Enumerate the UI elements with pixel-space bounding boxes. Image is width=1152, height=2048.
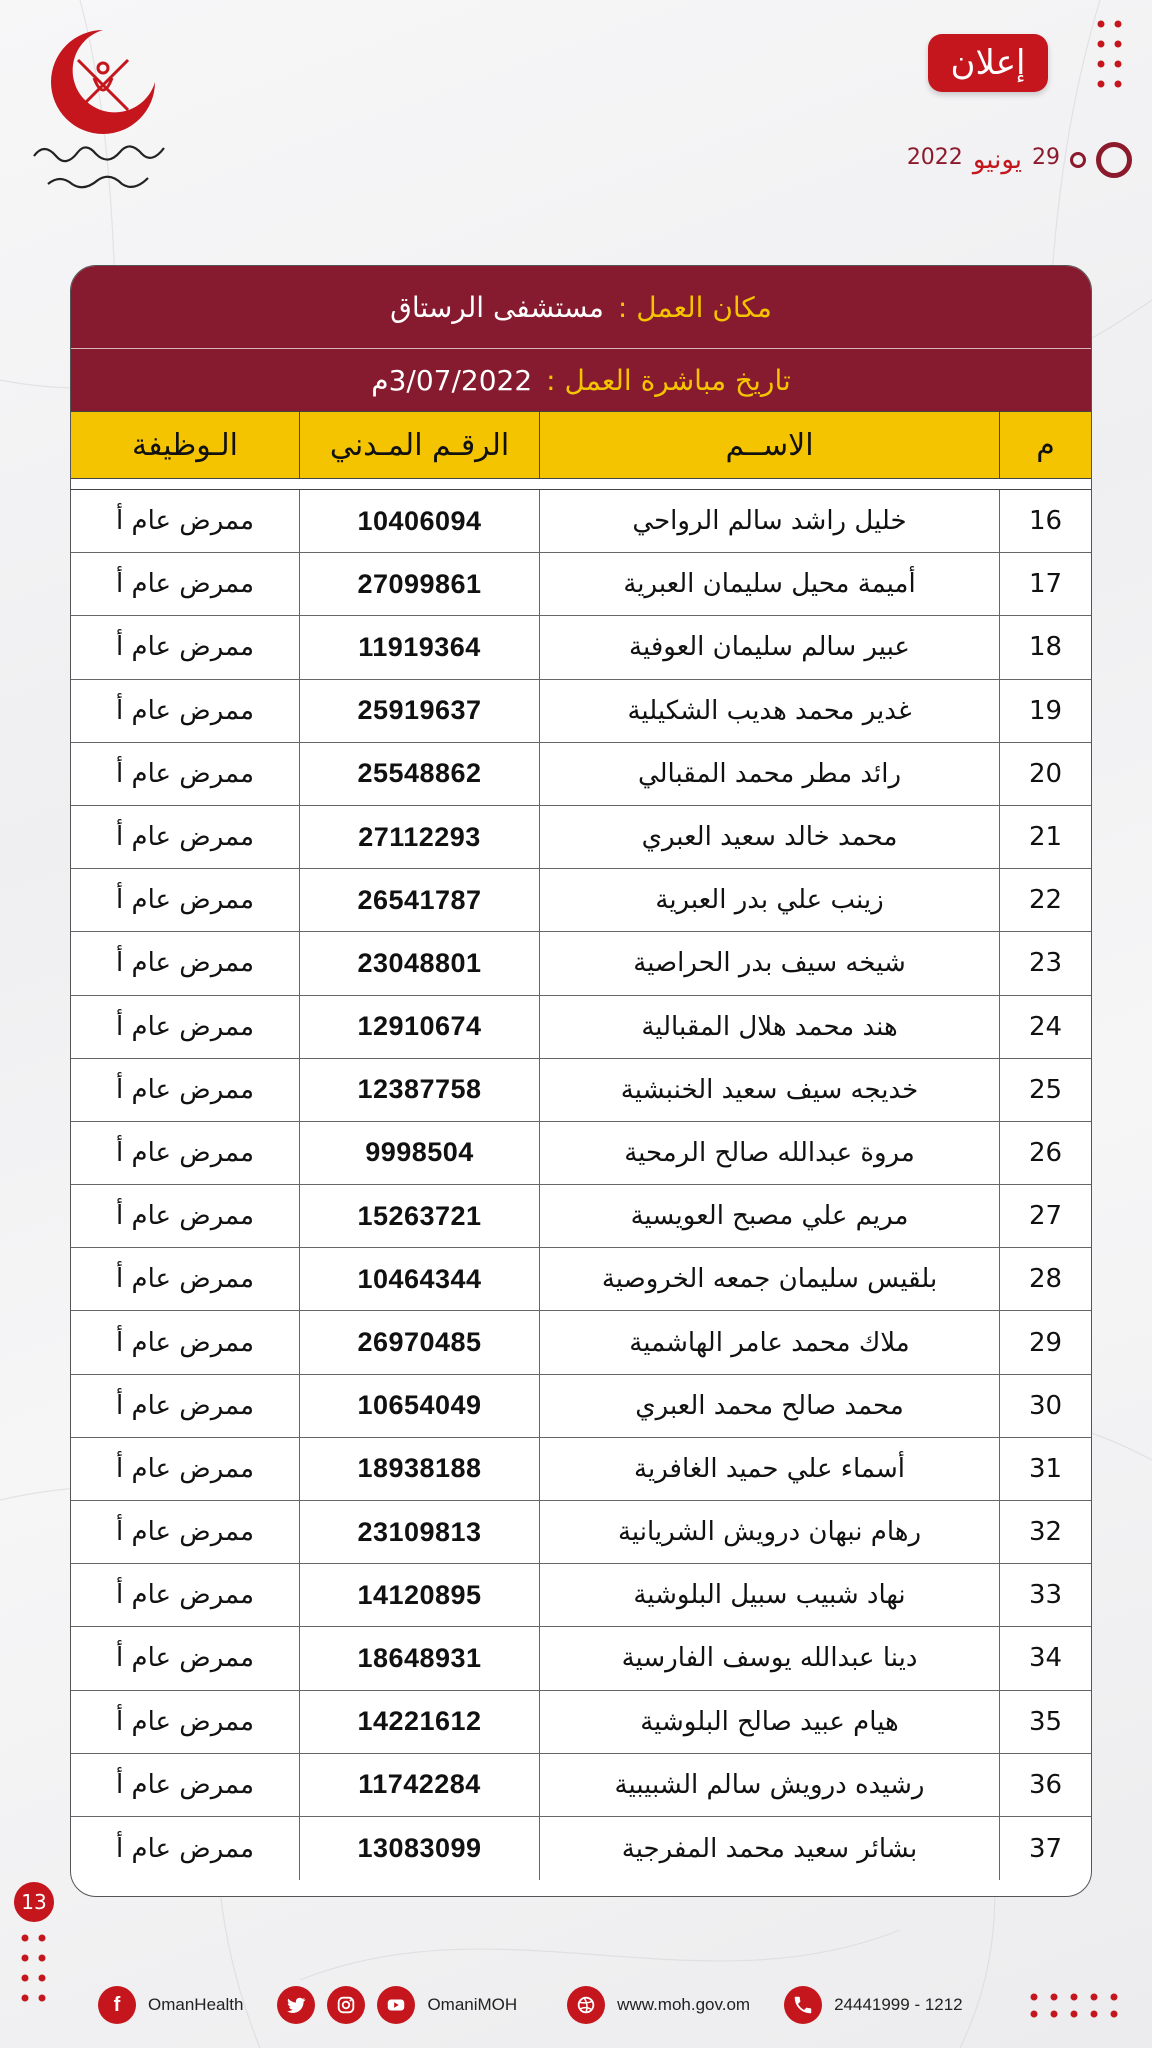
contact-footer xyxy=(98,1982,963,2028)
row-number: 33 xyxy=(999,1564,1091,1626)
employee-name: هند محمد هلال المقبالية xyxy=(539,996,999,1058)
job-title: ممرض عام أ xyxy=(115,1769,255,1800)
row-number: 16 xyxy=(999,490,1091,552)
civil-id: 18938188 xyxy=(299,1438,539,1500)
table-row xyxy=(71,1817,1091,1880)
employee-name: محمد خالد سعيد العبري xyxy=(539,806,999,868)
civil-id: 14221612 xyxy=(299,1691,539,1753)
employee-name: محمد صالح محمد العبري xyxy=(539,1375,999,1437)
row-number: 26 xyxy=(999,1122,1091,1184)
date-month: يونيو xyxy=(972,145,1022,175)
facebook-handle[interactable]: OmanHealth xyxy=(148,1995,244,2014)
announcement-date xyxy=(907,140,1132,180)
row-number: 37 xyxy=(999,1817,1091,1880)
employee-name: رشيده درويش سالم الشبيبية xyxy=(539,1754,999,1816)
civil-id: 11919364 xyxy=(299,616,539,678)
job-title: ممرض عام أ xyxy=(115,569,255,600)
employee-name: عبير سالم سليمان العوفية xyxy=(539,616,999,678)
ministry-logo xyxy=(28,24,178,204)
table-row xyxy=(71,743,1091,806)
employee-table-panel xyxy=(70,265,1092,1897)
job-title: ممرض عام أ xyxy=(115,1074,255,1105)
decorative-dots-top-right xyxy=(1096,18,1124,118)
civil-id: 27099861 xyxy=(299,553,539,615)
employee-name: بلقيس سليمان جمعه الخروصية xyxy=(539,1248,999,1310)
row-number: 22 xyxy=(999,869,1091,931)
column-header-number: م xyxy=(999,412,1091,478)
employee-name: غدير محمد هديب الشكيلية xyxy=(539,680,999,742)
table-row xyxy=(71,1564,1091,1627)
date-year: 2022 xyxy=(906,145,963,170)
job-title: ممرض عام أ xyxy=(115,1390,255,1421)
civil-id: 25548862 xyxy=(299,743,539,805)
phone-icon[interactable] xyxy=(784,1986,822,2024)
civil-id: 26970485 xyxy=(299,1311,539,1373)
ring-large-icon xyxy=(1096,142,1132,178)
row-number: 24 xyxy=(999,996,1091,1058)
row-number: 27 xyxy=(999,1185,1091,1247)
table-row xyxy=(71,1627,1091,1690)
table-row xyxy=(71,616,1091,679)
job-title: ممرض عام أ xyxy=(115,885,255,916)
website-link[interactable]: www.moh.gov.om xyxy=(617,1995,751,2014)
civil-id: 23048801 xyxy=(299,932,539,994)
row-number: 18 xyxy=(999,616,1091,678)
start-date-label: تاريخ مباشرة العمل : xyxy=(546,363,791,397)
table-row xyxy=(71,932,1091,995)
job-title: ممرض عام أ xyxy=(115,1264,255,1295)
civil-id: 10464344 xyxy=(299,1248,539,1310)
row-number: 20 xyxy=(999,743,1091,805)
row-number: 21 xyxy=(999,806,1091,868)
table-row xyxy=(71,680,1091,743)
employee-name: مروة عبدالله صالح الرمحية xyxy=(539,1122,999,1184)
table-row xyxy=(71,490,1091,553)
job-title: ممرض عام أ xyxy=(115,1453,255,1484)
page-number: 13 xyxy=(21,1890,47,1914)
table-row xyxy=(71,1375,1091,1438)
column-header-civil-id: الرقـم المـدني xyxy=(299,412,539,478)
employee-name: نهاد شبيب سبيل البلوشية xyxy=(539,1564,999,1626)
table-row xyxy=(71,996,1091,1059)
employee-name: هيام عبيد صالح البلوشية xyxy=(539,1691,999,1753)
job-title: ممرض عام أ xyxy=(115,948,255,979)
row-number: 28 xyxy=(999,1248,1091,1310)
civil-id: 15263721 xyxy=(299,1185,539,1247)
row-number: 34 xyxy=(999,1627,1091,1689)
youtube-icon[interactable] xyxy=(377,1986,415,2024)
job-title: ممرض عام أ xyxy=(115,1643,255,1674)
row-number: 35 xyxy=(999,1691,1091,1753)
phone-number[interactable]: 24441999 - 1212 xyxy=(834,1995,963,2014)
facebook-icon[interactable]: f xyxy=(98,1986,136,2024)
start-date-value: 3/07/2022م xyxy=(371,363,533,397)
civil-id: 23109813 xyxy=(299,1501,539,1563)
table-row xyxy=(71,1185,1091,1248)
employee-name: زينب علي بدر العبرية xyxy=(539,869,999,931)
civil-id: 9998504 xyxy=(299,1122,539,1184)
table-row xyxy=(71,869,1091,932)
civil-id: 11742284 xyxy=(299,1754,539,1816)
column-header-name: الاســم xyxy=(539,412,999,478)
civil-id: 13083099 xyxy=(299,1817,539,1880)
table-row xyxy=(71,1122,1091,1185)
table-body xyxy=(71,490,1091,1880)
table-row xyxy=(71,1311,1091,1374)
employee-name: رائد مطر محمد المقبالي xyxy=(539,743,999,805)
workplace-label: مكان العمل : xyxy=(617,290,772,324)
table-column-headers xyxy=(71,411,1091,479)
decorative-dots-bottom-right xyxy=(1028,1992,1128,2020)
job-title: ممرض عام أ xyxy=(115,506,255,537)
row-number: 29 xyxy=(999,1311,1091,1373)
page-number-badge xyxy=(14,1882,54,1922)
employee-name: مريم علي مصبح العويسية xyxy=(539,1185,999,1247)
ring-small-icon xyxy=(1070,152,1086,168)
table-row xyxy=(71,1691,1091,1754)
civil-id: 10406094 xyxy=(299,490,539,552)
civil-id: 26541787 xyxy=(299,869,539,931)
row-number: 23 xyxy=(999,932,1091,994)
row-number: 17 xyxy=(999,553,1091,615)
instagram-icon[interactable] xyxy=(327,1986,365,2024)
civil-id: 18648931 xyxy=(299,1627,539,1689)
civil-id: 12910674 xyxy=(299,996,539,1058)
date-text xyxy=(907,145,1060,175)
job-title: ممرض عام أ xyxy=(115,1011,255,1042)
civil-id: 25919637 xyxy=(299,680,539,742)
row-number: 25 xyxy=(999,1059,1091,1121)
table-row xyxy=(71,553,1091,616)
job-title: ممرض عام أ xyxy=(115,1580,255,1611)
job-title: ممرض عام أ xyxy=(115,758,255,789)
decorative-dots-bottom-left xyxy=(20,1932,48,2022)
social-handle[interactable]: OmaniMOH xyxy=(427,1995,518,2014)
civil-id: 27112293 xyxy=(299,806,539,868)
civil-id: 10654049 xyxy=(299,1375,539,1437)
employee-name: رهام نبهان درويش الشريانية xyxy=(539,1501,999,1563)
globe-icon[interactable] xyxy=(567,1986,605,2024)
row-number: 19 xyxy=(999,680,1091,742)
job-title: ممرض عام أ xyxy=(115,1833,255,1864)
table-row xyxy=(71,1501,1091,1564)
table-row xyxy=(71,1438,1091,1501)
start-date-header xyxy=(71,349,1091,411)
job-title: ممرض عام أ xyxy=(115,1327,255,1358)
twitter-icon[interactable] xyxy=(277,1986,315,2024)
employee-name: بشائر سعيد محمد المفرجية xyxy=(539,1817,999,1880)
employee-name: دينا عبدالله يوسف الفارسية xyxy=(539,1627,999,1689)
job-title: ممرض عام أ xyxy=(115,822,255,853)
job-title: ممرض عام أ xyxy=(115,1201,255,1232)
table-spacer xyxy=(71,479,1091,490)
workplace-value: مستشفى الرستاق xyxy=(390,290,604,324)
workplace-header xyxy=(71,266,1091,349)
row-number: 30 xyxy=(999,1375,1091,1437)
employee-name: أميمة محيل سليمان العبرية xyxy=(539,553,999,615)
employee-name: خديجه سيف سعيد الخنبشية xyxy=(539,1059,999,1121)
employee-name: خليل راشد سالم الرواحي xyxy=(539,490,999,552)
announcement-label: إعلان xyxy=(950,43,1026,83)
date-day: 29 xyxy=(1032,145,1060,170)
job-title: ممرض عام أ xyxy=(115,695,255,726)
table-row xyxy=(71,1059,1091,1122)
announcement-badge xyxy=(928,34,1048,92)
civil-id: 12387758 xyxy=(299,1059,539,1121)
column-header-job: الـوظيفة xyxy=(132,427,238,463)
job-title: ممرض عام أ xyxy=(115,1706,255,1737)
table-row xyxy=(71,806,1091,869)
table-row xyxy=(71,1248,1091,1311)
row-number: 36 xyxy=(999,1754,1091,1816)
employee-name: أسماء علي حميد الغافرية xyxy=(539,1438,999,1500)
employee-name: ملاك محمد عامر الهاشمية xyxy=(539,1311,999,1373)
job-title: ممرض عام أ xyxy=(115,1137,255,1168)
civil-id: 14120895 xyxy=(299,1564,539,1626)
table-row xyxy=(71,1754,1091,1817)
job-title: ممرض عام أ xyxy=(115,632,255,663)
row-number: 32 xyxy=(999,1501,1091,1563)
row-number: 31 xyxy=(999,1438,1091,1500)
employee-name: شيخه سيف بدر الحراصية xyxy=(539,932,999,994)
job-title: ممرض عام أ xyxy=(115,1517,255,1548)
